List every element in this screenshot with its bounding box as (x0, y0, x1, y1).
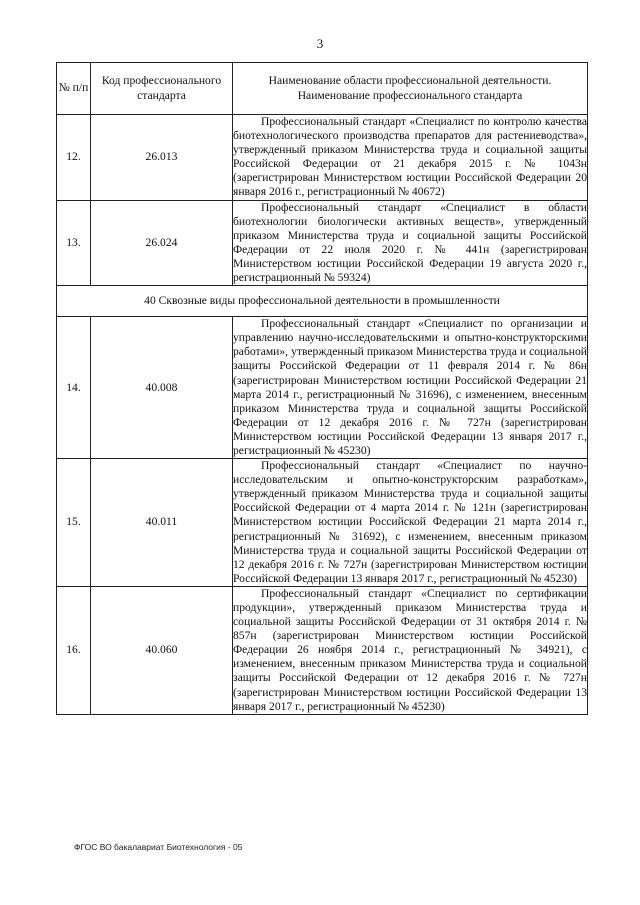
header-num: № п/п (57, 63, 91, 115)
row-code: 26.013 (91, 115, 233, 201)
standards-table (56, 62, 588, 715)
table-row (57, 586, 588, 714)
row-code: 26.024 (91, 200, 233, 286)
page-number: 3 (316, 36, 324, 51)
row-description (233, 200, 588, 286)
row-num: 15. (57, 459, 91, 587)
row-description (233, 586, 588, 714)
row-code: 40.008 (91, 317, 233, 459)
row-description-text: Профессиональный стандарт «Специалист по контролю качества биотехнологического производства препаратов для растениеводства», утвержденный приказом Министерства труда и социальной защиты Российской Федерации от 21 декабря 2015 г. № 1043н (зарегистрирован Министерством юстиции Российской Федерации 20 января 2016 г., регистрационный № 40672) (233, 115, 587, 199)
document-footer: ФГОС ВО бакалавриат Биотехнология - 05 (74, 842, 243, 852)
section-title: 40 Сквозные виды профессиональной деятельности в промышленности (57, 286, 588, 317)
table-row (57, 317, 588, 459)
table-row (57, 200, 588, 286)
row-description (233, 115, 588, 201)
row-num: 12. (57, 115, 91, 201)
table-row (57, 115, 588, 201)
table-header-row (57, 63, 588, 115)
section-row (57, 286, 588, 317)
row-description-text: Профессиональный стандарт «Специалист по научно-исследовательским и опытно-конструкторским разработкам», утвержденный приказом Министерства труда и социальной защиты Российской Федерации от 4 марта 2014 г. № 121н (зарегистрирован Министерством юстиции Российской Федерации 21 марта 2014 г., регистрационный № 31692), с изменением, внесенным приказом Министерства труда и социальной защиты Российской Федерации от 12 декабря 2016 г. № 727н (зарегистрирован Министерством юстиции Российской Федерации 13 января 2017 г., регистрационный № 45230) (233, 459, 587, 585)
row-num: 16. (57, 586, 91, 714)
row-code: 40.011 (91, 459, 233, 587)
row-description (233, 317, 588, 459)
row-description (233, 459, 588, 587)
header-code: Код профессионального стандарта (91, 63, 233, 115)
row-num: 13. (57, 200, 91, 286)
row-num: 14. (57, 317, 91, 459)
row-code: 40.060 (91, 586, 233, 714)
table-row (57, 459, 588, 587)
row-description-text: Профессиональный стандарт «Специалист по сертификации продукции», утвержденный приказом Министерства труда и социальной защиты Российской Федерации от 31 октября 2014 г. № 857н (зарегистрирован Министерством юстиции Российской Федерации 26 ноября 2014 г., регистрационный № 34921), с изменением, внесенным приказом Министерства труда и социальной защиты Российской Федерации от 12 декабря 2016 г. № 727н (зарегистрирован Министерством юстиции Российской Федерации 13 января 2017 г., регистрационный № 45230) (233, 586, 587, 713)
row-description-text: Профессиональный стандарт «Специалист по организации и управлению научно-исследовательскими и опытно-конструкторскими работами», утвержденный приказом Министерства труда и социальной защиты Российской Федерации от 11 февраля 2014 г. № 86н (зарегистрирован Министерством юстиции Российской Федерации 21 марта 2014 г., регистрационный № 31696), с изменением, внесенным приказом Министерства труда и социальной защиты Российской Федерации от 12 декабря 2016 г. № 727н (зарегистрирован Министерством юстиции Российской Федерации 13 января 2017 г., регистрационный № 45230) (233, 317, 587, 457)
header-name: Наименование области профессиональной деятельности. Наименование профессионального стандарта (233, 63, 588, 115)
row-description-text: Профессиональный стандарт «Специалист в области биотехнологии биологически активных веществ», утвержденный приказом Министерства труда и социальной защиты Российской Федерации от 22 июля 2020 г. № 441н (зарегистрирован Министерством юстиции Российской Федерации 19 августа 2020 г., регистрационный № 59324) (233, 200, 587, 285)
